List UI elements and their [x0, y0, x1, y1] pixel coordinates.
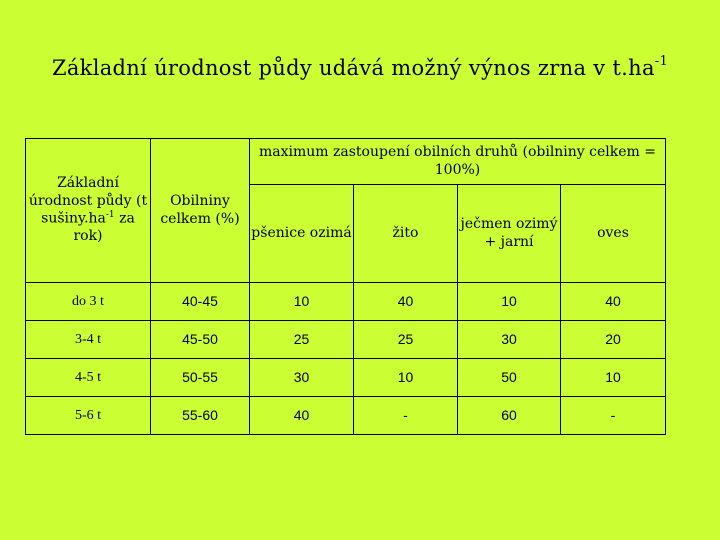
header-base-fertility-sup: -1 [105, 210, 115, 221]
cell-oats: 40 [561, 283, 666, 321]
header-oats: oves [561, 185, 666, 283]
title-text: Základní úrodnost půdy udává možný výnos zrna v t.ha [51, 56, 655, 80]
title-superscript: -1 [654, 54, 669, 69]
cell-rye: - [354, 397, 458, 435]
cell-wheat: 30 [250, 359, 354, 397]
row-total: 50-55 [151, 359, 250, 397]
cell-rye: 25 [354, 321, 458, 359]
header-wheat: pšenice ozimá [250, 185, 354, 283]
cell-barley: 30 [458, 321, 561, 359]
cell-barley: 50 [458, 359, 561, 397]
row-total: 55-60 [151, 397, 250, 435]
row-label: 3-4 t [26, 321, 151, 359]
page-title [0, 56, 720, 80]
header-base-fertility-text-end: za rok) [73, 210, 135, 245]
cell-oats: - [561, 397, 666, 435]
cell-wheat: 40 [250, 397, 354, 435]
row-label: 4-5 t [26, 359, 151, 397]
cell-barley: 10 [458, 283, 561, 321]
header-base-fertility [26, 139, 151, 283]
cell-rye: 40 [354, 283, 458, 321]
table-row [26, 283, 666, 321]
header-rye: žito [354, 185, 458, 283]
header-cereals-total: Obilniny celkem (%) [151, 139, 250, 283]
table-row [26, 397, 666, 435]
yield-table [25, 138, 666, 435]
cell-oats: 20 [561, 321, 666, 359]
row-label: do 3 t [26, 283, 151, 321]
row-label: 5-6 t [26, 397, 151, 435]
header-max-share: maximum zastoupení obilních druhů (obilniny celkem = 100%) [250, 139, 666, 185]
cell-barley: 60 [458, 397, 561, 435]
header-barley: ječmen ozimý + jarní [458, 185, 561, 283]
cell-oats: 10 [561, 359, 666, 397]
row-total: 40-45 [151, 283, 250, 321]
cell-rye: 10 [354, 359, 458, 397]
table-row [26, 321, 666, 359]
cell-wheat: 25 [250, 321, 354, 359]
row-total: 45-50 [151, 321, 250, 359]
table-row [26, 359, 666, 397]
header-base-fertility-text: Základní úrodnost půdy (t sušiny.ha [28, 175, 148, 227]
cell-wheat: 10 [250, 283, 354, 321]
